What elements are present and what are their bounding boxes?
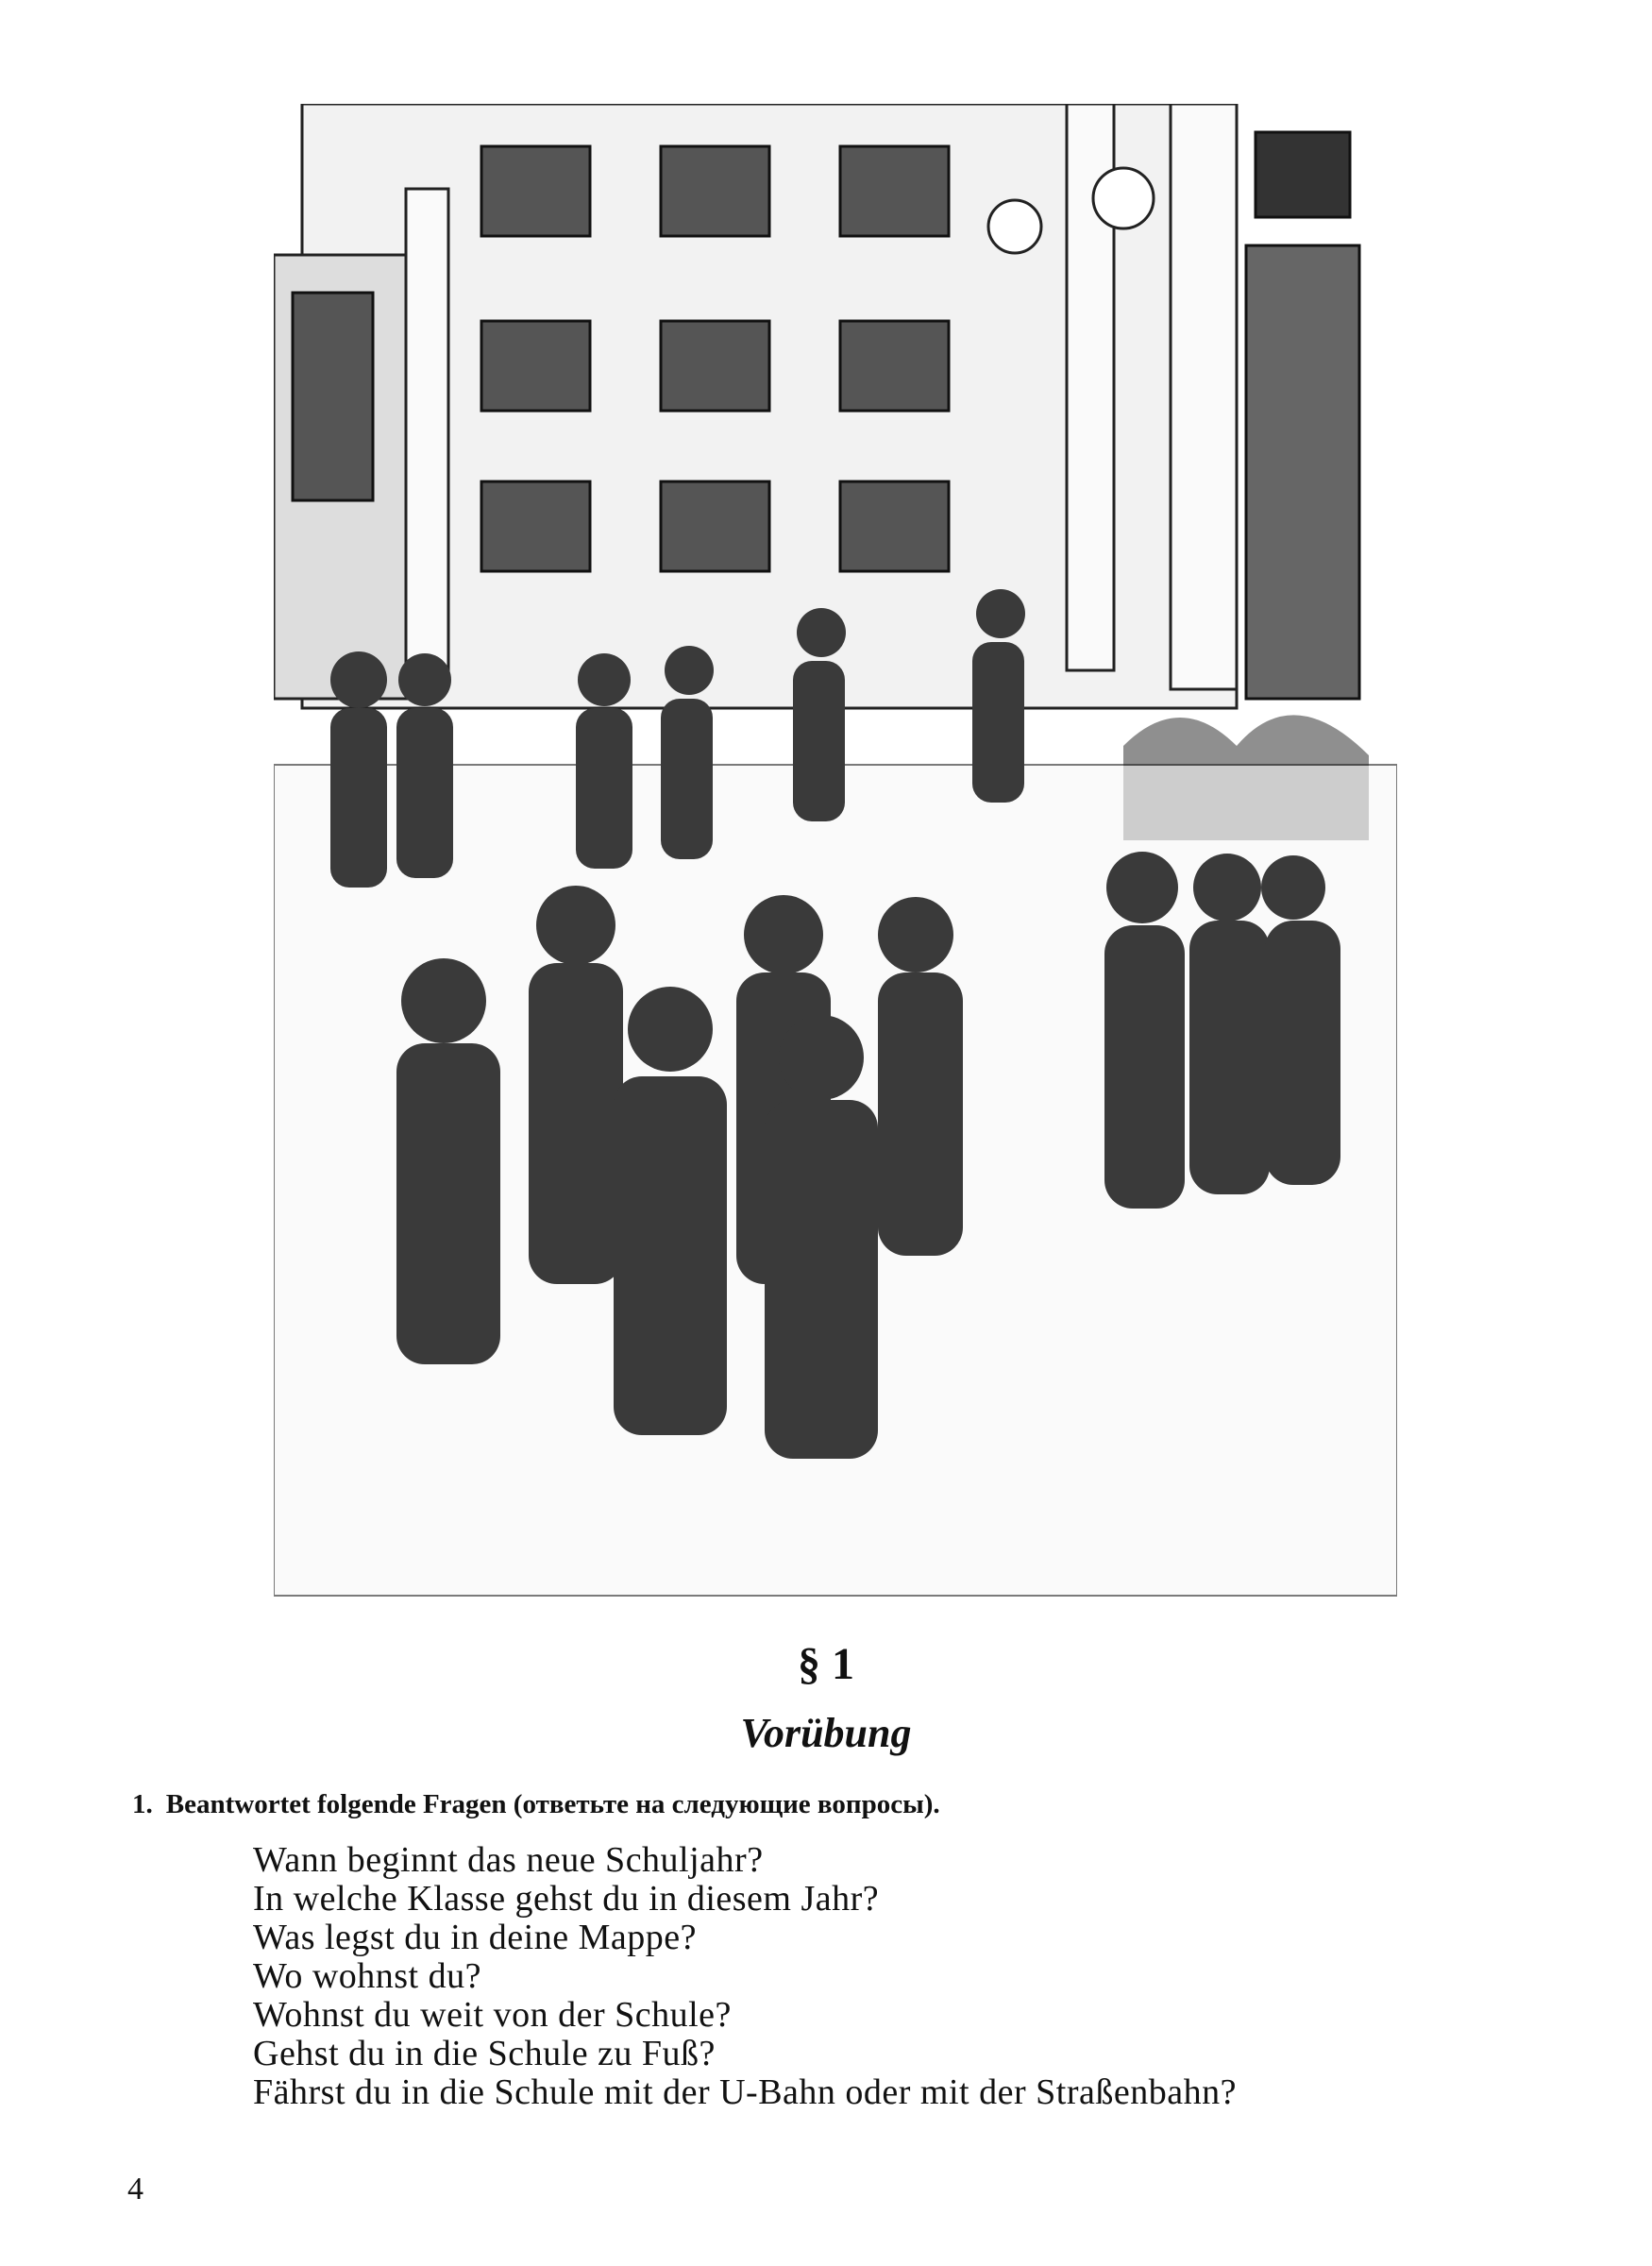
question-item: Fährst du in die Schule mit der U-Bahn oder mit der Straßenbahn? [253, 2072, 1237, 2112]
school-children-illustration-icon [274, 104, 1397, 1605]
question-list [253, 1841, 1237, 2112]
page-number: 4 [127, 2172, 143, 2207]
school-illustration [274, 104, 1397, 1605]
question-item: Gehst du in die Schule zu Fuß? [253, 2034, 716, 2073]
question-item: Wohnst du weit von der Schule? [253, 1995, 732, 2035]
question-item: In welche Klasse gehst du in diesem Jahr? [253, 1879, 880, 1919]
exercise-instruction-text: Beantwortet folgende Fragen (ответьте на следующие вопросы). [165, 1789, 940, 1819]
question-item: Was legst du in deine Mappe? [253, 1918, 697, 1957]
question-item: Wo wohnst du? [253, 1956, 481, 1996]
exercise-instruction [132, 1789, 940, 1820]
question-item: Wann beginnt das neue Schuljahr? [253, 1840, 764, 1880]
section-subtitle: Vorübung [740, 1710, 912, 1756]
exercise-number: 1. [132, 1789, 153, 1819]
section-mark: § 1 [798, 1639, 854, 1689]
